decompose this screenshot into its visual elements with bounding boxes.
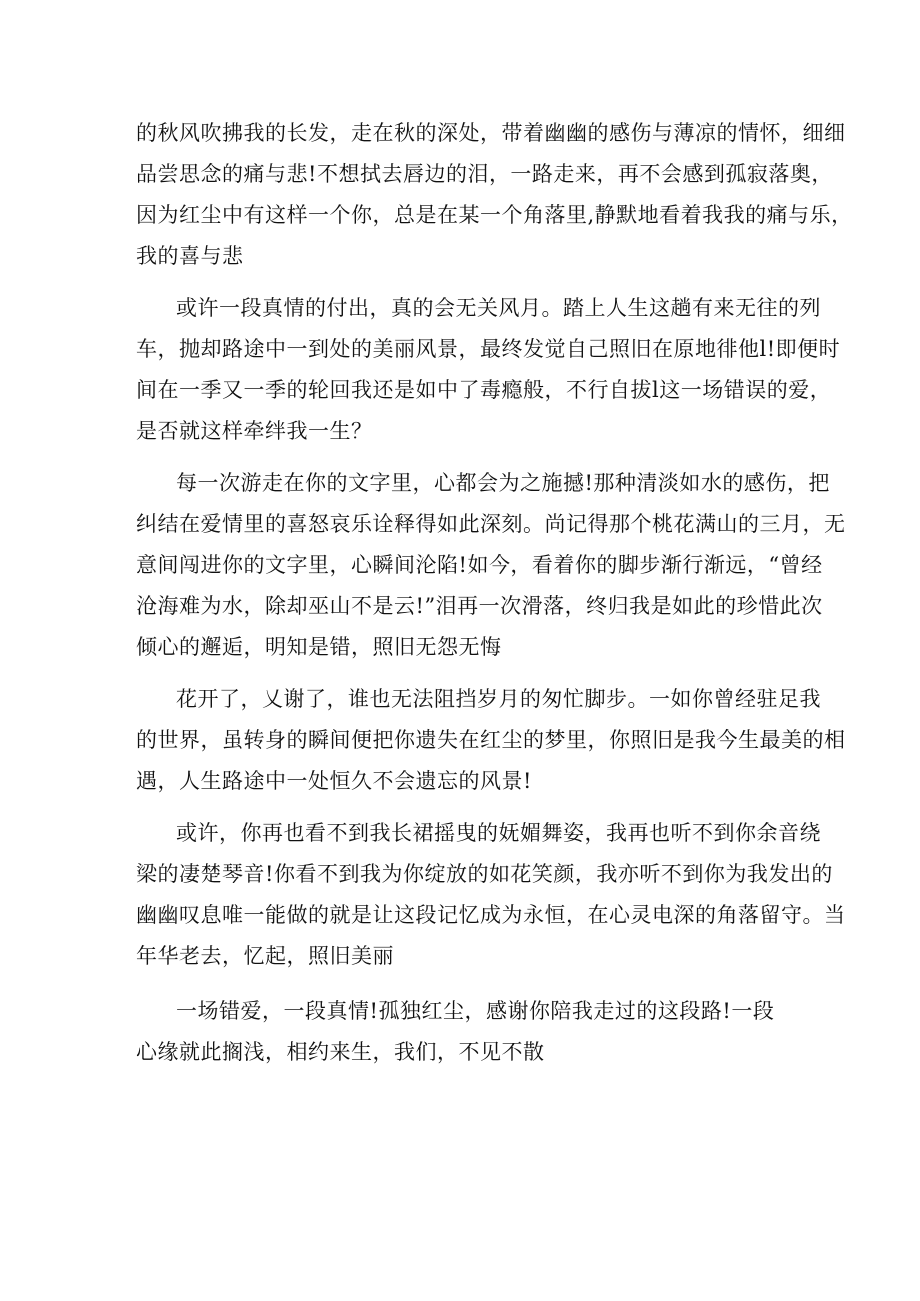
text-line: 心缘就此搁浅，相约来生，我们，不见不散 — [136, 1040, 545, 1064]
text-line: 花开了，乂谢了，谁也无法阻挡岁月的匆忙脚步。一如你曾经驻足我 — [176, 687, 821, 711]
text-line: 每一次游走在你的文字里，心都会为之施撼!那种清淡如水的感伤，把 — [176, 471, 830, 495]
text-line: 倾心的邂逅，明知是错，照旧无怨无悔 — [136, 635, 502, 659]
text-line: 的秋风吹拂我的长发，走在秋的深处，带着幽幽的感伤与薄凉的情怀，细细 — [136, 121, 846, 145]
text-line: 或许一段真情的付出，真的会无关风月。踏上人生这趟有来无往的列 — [176, 296, 821, 320]
text-line: 意间闯进你的文字里，心瞬间沦陷!如今，看着你的脚步渐行渐远，“曾经 — [136, 553, 823, 577]
text-line: 纠结在爱情里的喜怒哀乐诠释得如此深刻。尚记得那个桃花满山的三月，无 — [136, 512, 846, 536]
text-line: 的世界，虽转身的瞬间便把你遗失在红尘的梦里，你照旧是我今生最美的相 — [136, 728, 846, 752]
text-line: 幽幽叹息唯一能做的就是让这段记忆成为永恒，在心灵电深的角落留守。当 — [136, 903, 846, 927]
text-line: 品尝思念的痛与悲!不想拭去唇边的泪，一路走来，再不会感到孤寂落奥， — [136, 162, 833, 186]
text-line: 年华老去，忆起，照旧美丽 — [136, 944, 394, 968]
text-line: 车，抛却路途中一到处的美丽风景，最终发觉自己照旧在原地徘他l!即便时 — [136, 337, 841, 361]
text-line: 我的喜与悲 — [136, 244, 244, 268]
text-line: 沧海难为水，除却巫山不是云!”泪再一次滑落，终归我是如此的珍惜此次 — [136, 594, 823, 618]
text-line: 一场错爱，一段真情!孤独红尘，感谢你陪我走过的这段路!一段 — [176, 999, 775, 1023]
text-line: 是否就这样牵绊我一生？ — [136, 419, 373, 443]
text-line: 遇，人生路途中一处恒久不会遗忘的风景! — [136, 769, 532, 793]
text-line: 梁的凄楚琴音!你看不到我为你绽放的如花笑颜，我亦听不到你为我发出的 — [136, 862, 833, 886]
text-line: 因为红尘中有这样一个你，总是在某一个角落里,静默地看着我我的痛与乐， — [136, 203, 853, 227]
text-line: 或许，你再也看不到我长裙摇曳的妩媚舞姿，我再也听不到你余音绕 — [176, 821, 821, 845]
text-line: 间在一季又一季的轮回我还是如中了毒瘾般，不行自拔l这一场错误的爱， — [136, 378, 832, 402]
